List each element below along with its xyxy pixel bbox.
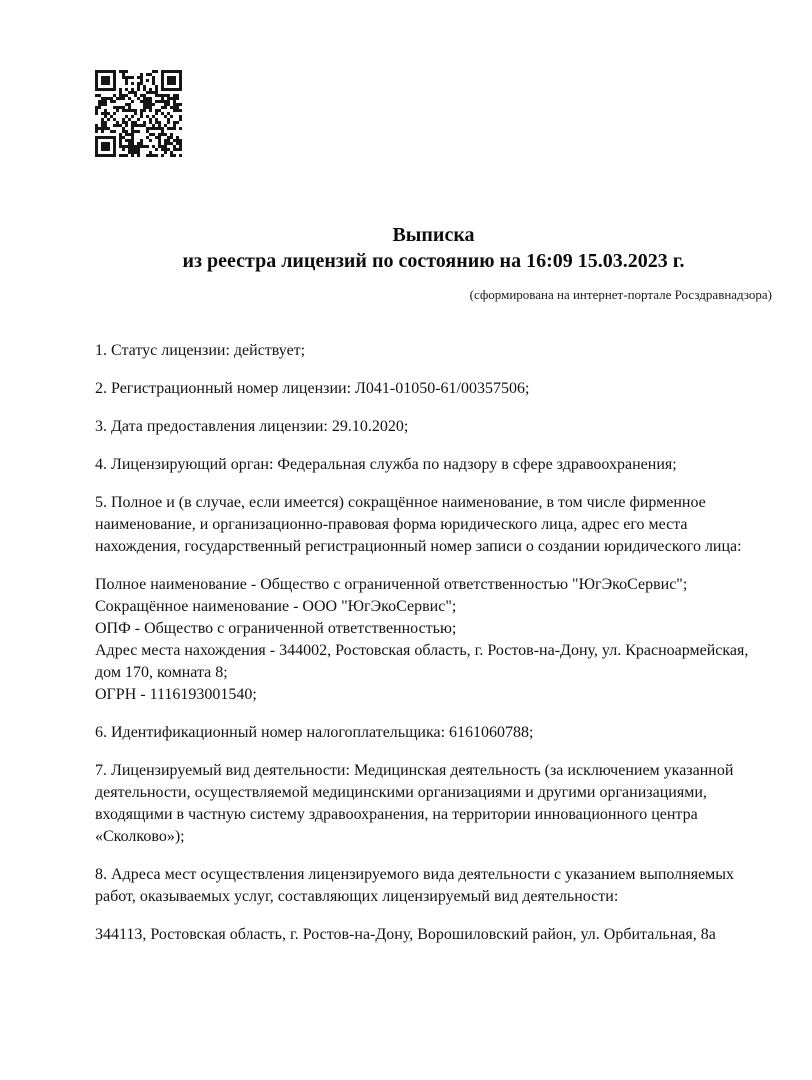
document-subtitle: (сформирована на интернет-портале Росздравнадзора) bbox=[469, 287, 772, 302]
document-title bbox=[95, 222, 772, 274]
entity-address: Адрес места нахождения - 344002, Ростовская область, г. Ростов-на-Дону, ул. Красноармейская, дом 170, комната 8; bbox=[95, 642, 749, 681]
paragraph-licensed-activity: 7. Лицензируемый вид деятельности: Медицинская деятельность (за исключением указанной деятельности, осуществляемой медицинскими организациями и другими организациями, входящими в частную систему здравоохранения, на территории инновационного центра «Сколково»); bbox=[95, 762, 734, 845]
qr-code-icon bbox=[95, 70, 182, 157]
paragraph-inn: 6. Идентификационный номер налогоплательщика: 6161060788; bbox=[95, 724, 534, 741]
paragraph-entity-intro: 5. Полное и (в случае, если имеется) сокращённое наименование, в том числе фирменное наименование, и организационно-правовая форма юридического лица, адрес его места нахождения, государственный регистрационный номер записи о создании юридического лица: bbox=[95, 494, 742, 555]
paragraph-license-status: 1. Статус лицензии: действует; bbox=[95, 342, 306, 359]
document-body bbox=[95, 340, 770, 962]
entity-short-name: Сокращённое наименование - ООО "ЮгЭкоСервис"; bbox=[95, 598, 457, 615]
paragraph-activity-address: 344113, Ростовская область, г. Ростов-на-Дону, Ворошиловский район, ул. Орбитальная, 8а bbox=[95, 926, 716, 943]
title-line-2: из реестра лицензий по состоянию на 16:09 15.03.2023 г. bbox=[182, 250, 685, 272]
entity-legal-form: ОПФ - Общество с ограниченной ответственностью; bbox=[95, 620, 457, 637]
paragraph-grant-date: 3. Дата предоставления лицензии: 29.10.2020; bbox=[95, 418, 409, 435]
title-line-1: Выписка bbox=[392, 224, 475, 246]
paragraph-licensing-authority: 4. Лицензирующий орган: Федеральная служба по надзору в сфере здравоохранения; bbox=[95, 456, 677, 473]
paragraph-registration-number: 2. Регистрационный номер лицензии: Л041-01050-61/00357506; bbox=[95, 380, 530, 397]
entity-details-block bbox=[95, 574, 770, 706]
paragraph-addresses-intro: 8. Адреса мест осуществления лицензируемого вида деятельности с указанием выполняемых работ, оказываемых услуг, составляющих лицензируемый вид деятельности: bbox=[95, 866, 735, 905]
entity-full-name: Полное наименование - Общество с ограниченной ответственностью "ЮгЭкоСервис"; bbox=[95, 576, 688, 593]
entity-ogrn: ОГРН - 1116193001540; bbox=[95, 686, 257, 703]
